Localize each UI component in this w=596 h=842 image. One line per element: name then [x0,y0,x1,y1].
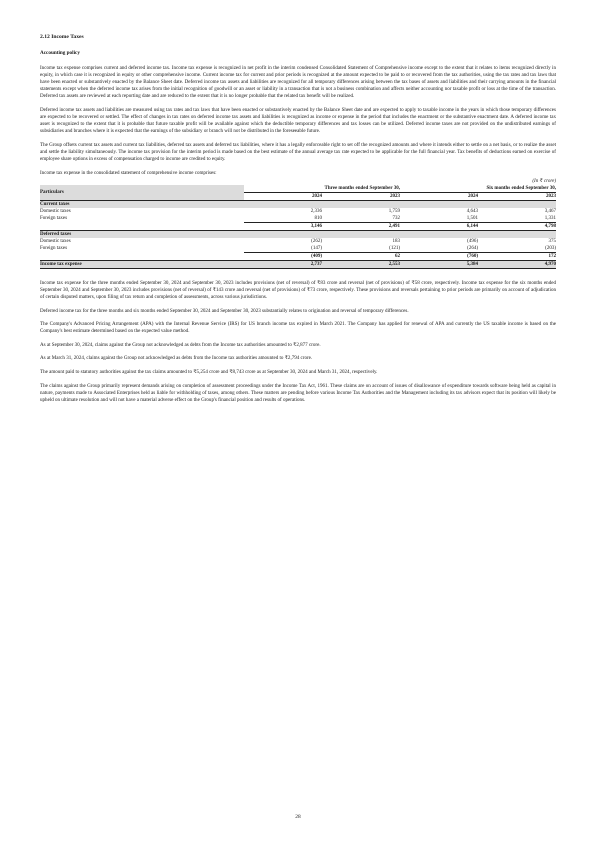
section-label: Deferred taxes [40,230,556,238]
cell: 4,970 [478,260,556,268]
accounting-policy-heading: Accounting policy [40,50,80,56]
cell: 6,144 [400,222,478,230]
table-header-row [40,185,556,193]
paragraph: The Group offsets current tax assets and current tax liabilities, deferred tax assets and deferred tax liabilities, where it has a legally enforceable right to set off the recognized amounts and where it intends either to settle on a net basis, or to realize the asset and settle the liability simultaneously. The income tax provision for the interim period is made based on the best estimate of the annual average tax rate expected to be applicable for the full financial year. Tax benefits of deductions earned on exercise of employee share options in excess of compensation charged to income are credited to equity. [40,141,556,163]
section-heading: 2.12 Income Taxes [40,34,84,40]
paragraph: As at September 30, 2024, claims against the Group not acknowledged as debts from the Income tax authorities amounted to ₹2,877 crore. [40,341,321,348]
row-label: Income tax expense [40,260,244,268]
paragraph: The Company's Advanced Pricing Arrangement (APA) with the Internal Revenue Service (IRS) for US branch income tax expired in March 2021. The Company has applied for renewal of APA and currently the US taxable income is based on the Company's best estimate determined based on the expected value method. [40,321,556,335]
year-header: 2023 [390,193,400,199]
cell: (496) [467,238,478,244]
cell: 1,501 [466,215,478,221]
page-number: 28 [295,814,301,820]
year-header: 2024 [312,193,322,199]
six-months-header: Six months ended September 30, [400,185,556,193]
subtotal-row [40,222,556,230]
cell: (760) [400,252,478,260]
cell: 375 [548,238,556,244]
cell: 2,491 [322,222,400,230]
paragraph: Deferred income tax assets and liabilities are measured using tax rates and tax laws that have been enacted or substantively enacted by the Balance Sheet date and are expected to apply to taxable income in the years in which those temporary differences are expected to be recovered or settled. The effect of changes in tax rates on deferred income tax assets and liabilities is recognized as income or expense in the period that includes the enactment or the substantive enactment date. A deferred income tax asset is recognized to the extent that it is probable that future taxable profit will be available against which the deductible temporary differences and tax losses can be utilized. Deferred income taxes are not provided on the undistributed earnings of subsidiaries and branches where it is expected that the earnings of the subsidiary or branch will not be distributed in the foreseeable future. [40,106,556,135]
cell: (203) [545,245,556,251]
cell: 2,553 [322,260,400,268]
cell: 183 [392,238,400,244]
cell: 4,643 [466,208,478,214]
unit-label: (In ₹ crore) [532,178,556,184]
particulars-header: Particulars [40,185,244,201]
table-row [40,208,556,215]
row-label: Foreign taxes [40,245,68,251]
cell: 172 [478,252,556,260]
total-row [40,260,556,268]
year-header: 2023 [546,193,556,199]
cell: 2,737 [244,260,322,268]
cell: 4,798 [478,222,556,230]
cell: (264) [467,245,478,251]
year-header: 2024 [468,193,478,199]
cell: 810 [314,215,322,221]
cell: 1,759 [388,208,400,214]
section-label: Current taxes [40,200,556,208]
cell: 3,467 [544,208,556,214]
cell: 1,331 [544,215,556,221]
table-row [40,245,556,253]
paragraph: The amount paid to statutory authorities against the tax claims amounted to ₹5,254 crore and ₹8,743 crore as at September 30, 2024 and March 31, 2024, respectively. [40,368,378,375]
cell: 2,336 [310,208,322,214]
row-label: Domestic taxes [40,208,71,214]
cell: 732 [392,215,400,221]
paragraph: Income tax expense comprises current and deferred income tax. Income tax expense is recognized in net profit in the interim condensed Consolidated Statement of Comprehensive income except to the extent that it relates to items recognized directly in equity, in which case it is recognized in equity or other comprehensive income. Current income tax for current and prior periods is recognized at the amount expected to be paid to or recovered from the tax authorities, using the tax rates and tax laws that have been enacted or substantively enacted by the Balance Sheet date. Deferred income tax assets and liabilities are recognized for all temporary differences arising between the tax bases of assets and liabilities and their carrying amounts in the financial statements except when the deferred income tax arises from the initial recognition of goodwill or an asset or liability in a transaction that is not a business combination and affects neither accounting nor taxable profit or loss at the time of the transaction. Deferred tax assets are reviewed at each reporting date and are reduced to the extent that it is no longer probable that the related tax benefit will be realized. [40,65,556,100]
cell: (147) [311,245,322,251]
subtotal-row [40,252,556,260]
three-months-header: Three months ended September 30, [244,185,400,193]
paragraph: As at March 31, 2024, claims against the Group not acknowledged as debts from the Income tax authorities amounted to ₹2,794 crore. [40,355,313,362]
table-section-row [40,200,556,208]
cell: 62 [322,252,400,260]
table-row [40,215,556,223]
paragraph: Deferred income tax for the three months and six months ended September 30, 2024 and September 30, 2023 substantially relates to origination and reversal of temporary differences. [40,307,409,314]
cell: (262) [311,238,322,244]
cell: 5,384 [400,260,478,268]
cell: 3,146 [244,222,322,230]
income-tax-table [40,185,556,269]
paragraph: The claims against the Group primarily represent demands arising on completion of assessment proceedings under the Income Tax Act, 1961. These claims are on account of issues of disallowance of expenditure towards software being held as capital in nature, payments made to Associated Enterprises held as liable for withholding of taxes, among others. These matters are pending before various Income Tax Authorities and the Management including its tax advisors expect that its position will likely be upheld on ultimate resolution and will not have a material adverse effect on the Group's financial position and results of operations. [40,382,556,403]
table-row [40,238,556,245]
table-section-row [40,230,556,238]
row-label: Foreign taxes [40,215,68,221]
paragraph: Income tax expense in the consolidated statement of comprehensive income comprises: [40,169,217,176]
row-label: Domestic taxes [40,238,71,244]
document-page [40,34,556,410]
cell: (409) [244,252,322,260]
paragraph: Income tax expense for the three months ended September 30, 2024 and September 30, 2023 includes provisions (net of reversal) of ₹83 crore and reversal (net of provisions) of ₹58 crore, respectively. Income tax expense for the six months ended September 30, 2024 and September 30, 2023 includes provisions (net of reversal) of ₹143 crore and reversal (net of provisions) of ₹73 crore, respectively. These provisions and reversals pertaining to prior periods are primarily on account of adjudication of certain disputed matters, upon filing of tax return and completion of assessments, across various jurisdictions. [40,279,556,300]
cell: (121) [389,245,400,251]
